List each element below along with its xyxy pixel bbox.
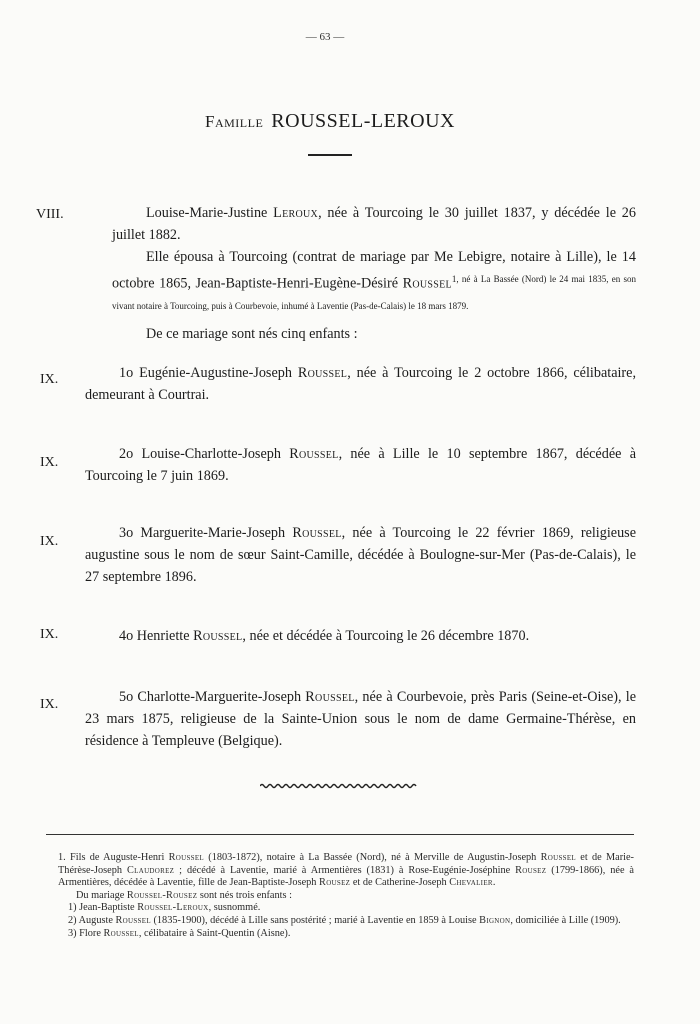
footnote-paragraph: 1. Fils de Auguste-Henri Roussel (1803-1872), notaire à La Bassée (Nord), né à Merville de Augustin-Joseph Roussel et de Marie-Thérèse-Joseph Claudorez ; décédé à Laventie, marié à Armentières (1831) à Rose-Eugénie-Joséphine Rousez (1799-1866), née à Armentières, décédée à Laventie, fille de Jean-Baptiste-Joseph Rousez et de Catherine-Joseph Chevalier. (58, 852, 634, 889)
entry-paragraph: De ce mariage sont nés cinq enfants : (146, 326, 358, 343)
generation-number: IX. (40, 697, 59, 712)
entry-paragraph: 4o Henriette Roussel, née et décédée à Tourcoing le 26 décembre 1870. (119, 628, 530, 644)
entry-paragraph: Elle épousa à Tourcoing (contrat de mariage par Me Lebigre, notaire à Lille), le 14 octobre 1865, Jean-Baptiste-Henri-Eugène-Désiré Roussel$^{1, né à La Bassée (Nord) le 24 mai 1835, en son vivant notaire à Tourcoing, puis à Courbevoie, inhumé à Laventie (Pas-de-Calais) le 18 mars 1879.}$ (112, 249, 637, 311)
page-number: — 63 — (305, 31, 345, 43)
footnote-child: 1) Jean-Baptiste Roussel-Leroux, susnommé. (68, 902, 261, 914)
generation-number: IX. (40, 372, 59, 387)
entry-child-5 (85, 686, 636, 752)
generation-number: IX. (40, 627, 59, 642)
title-prefix: Famille (205, 112, 264, 131)
footnote-child: 3) Flore Roussel, célibataire à Saint-Quentin (Aisne). (68, 927, 291, 939)
footnote-intro: Du mariage Roussel-Rousez sont nés trois enfants : (76, 889, 292, 901)
entry-child-1 (85, 362, 636, 406)
footnote (36, 852, 634, 940)
title-rule (308, 154, 352, 156)
footnote-rule (46, 834, 634, 835)
entry-paragraph: 2o Louise-Charlotte-Joseph Roussel, née à Lille le 10 septembre 1867, décédée à Tourcoing le 7 juin 1869. (85, 446, 636, 484)
page-title (0, 110, 660, 133)
footnote-child: 2) Auguste Roussel (1835-1900), décédé à Lille sans postérité ; marié à Laventie en 1859 à Louise Bignon, domiciliée à Lille (1909). (68, 914, 621, 926)
generation-number: VIII. (36, 207, 64, 222)
entry-child-2 (85, 443, 636, 487)
entry-child-4 (85, 625, 636, 647)
decorative-wavy-rule (260, 782, 418, 790)
entry-viii (112, 202, 636, 345)
generation-number: IX. (40, 534, 59, 549)
entry-child-3 (85, 522, 636, 588)
entry-paragraph: 5o Charlotte-Marguerite-Joseph Roussel, née à Courbevoie, près Paris (Seine-et-Oise), le 23 mars 1875, religieuse de la Sainte-Union sous le nom de dame Germaine-Thérèse, en résidence à Templeuve (Belgique). (85, 689, 637, 749)
generation-number: IX. (40, 455, 59, 470)
entry-paragraph: 1o Eugénie-Augustine-Joseph Roussel, née à Tourcoing le 2 octobre 1866, célibataire, demeurant à Courtrai. (85, 365, 636, 403)
entry-paragraph: Louise-Marie-Justine Leroux, née à Tourcoing le 30 juillet 1837, y décédée le 26 juillet 1882. (112, 205, 636, 243)
entry-paragraph: 3o Marguerite-Marie-Joseph Roussel, née à Tourcoing le 22 février 1869, religieuse augustine sous le nom de sœur Saint-Camille, décédée à Boulogne-sur-Mer (Pas-de-Calais), le 27 septembre 1896. (85, 525, 636, 585)
title-family-name: ROUSSEL-LEROUX (271, 110, 455, 132)
